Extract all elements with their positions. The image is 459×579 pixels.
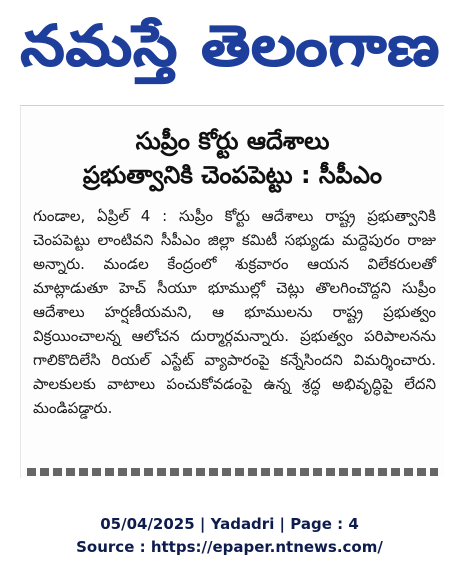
headline-line-2: ప్రభుత్వానికి చెంపపెట్టు : సీపీఎం — [82, 161, 383, 189]
article-body: గుండాల, ఏప్రిల్ 4 : సుప్రీం కోర్టు ఆదేశాలు రాష్ట్ర ప్రభుత్వానికి చెంపపెట్టు లాంటివని సీపీఎం జిల్లా కమిటీ సభ్యుడు మద్దెపురం రాజు అన్నారు. మండల కేంద్రంలో శుక్రవారం ఆయన విలేకరులతో మాట్లాడుతూ హెచ్ సీయూ భూముల్లో చెట్లు తొలగించొద్దని సుప్రీం ఆదేశాలు హర్షణీయమని, ఆ భూములను రాష్ట్ర ప్రభుత్వం విక్రయించాలన్న ఆలోచన దుర్మార్గమన్నారు. ప్రభుత్వం పరిపాలనను గాలికొదిలేసి రియల్ ఎస్టేట్ వ్యాపారంపై కన్నేసిందని విమర్శించారు. పాలకులకు వాటాలు పంచుకోవడంపై ఉన్న శ్రద్ధ అభివృద్ధిపై లేదని మండిపడ్డారు. — [33, 207, 436, 417]
edition-info: 05/04/2025 | Yadadri | Page : 4 — [100, 515, 359, 533]
masthead-title: నమస్తే తెలంగాణ — [20, 14, 440, 79]
cut-off-text-fragment — [27, 468, 438, 476]
article-clipping — [20, 105, 444, 478]
headline-line-1: సుప్రీం కోర్టు ఆదేశాలు — [135, 127, 330, 155]
source-link[interactable]: Source : https://epaper.ntnews.com/ — [76, 538, 383, 556]
article-headline — [21, 106, 444, 192]
newspaper-masthead — [20, 8, 440, 86]
cut-off-text-line — [27, 468, 438, 476]
